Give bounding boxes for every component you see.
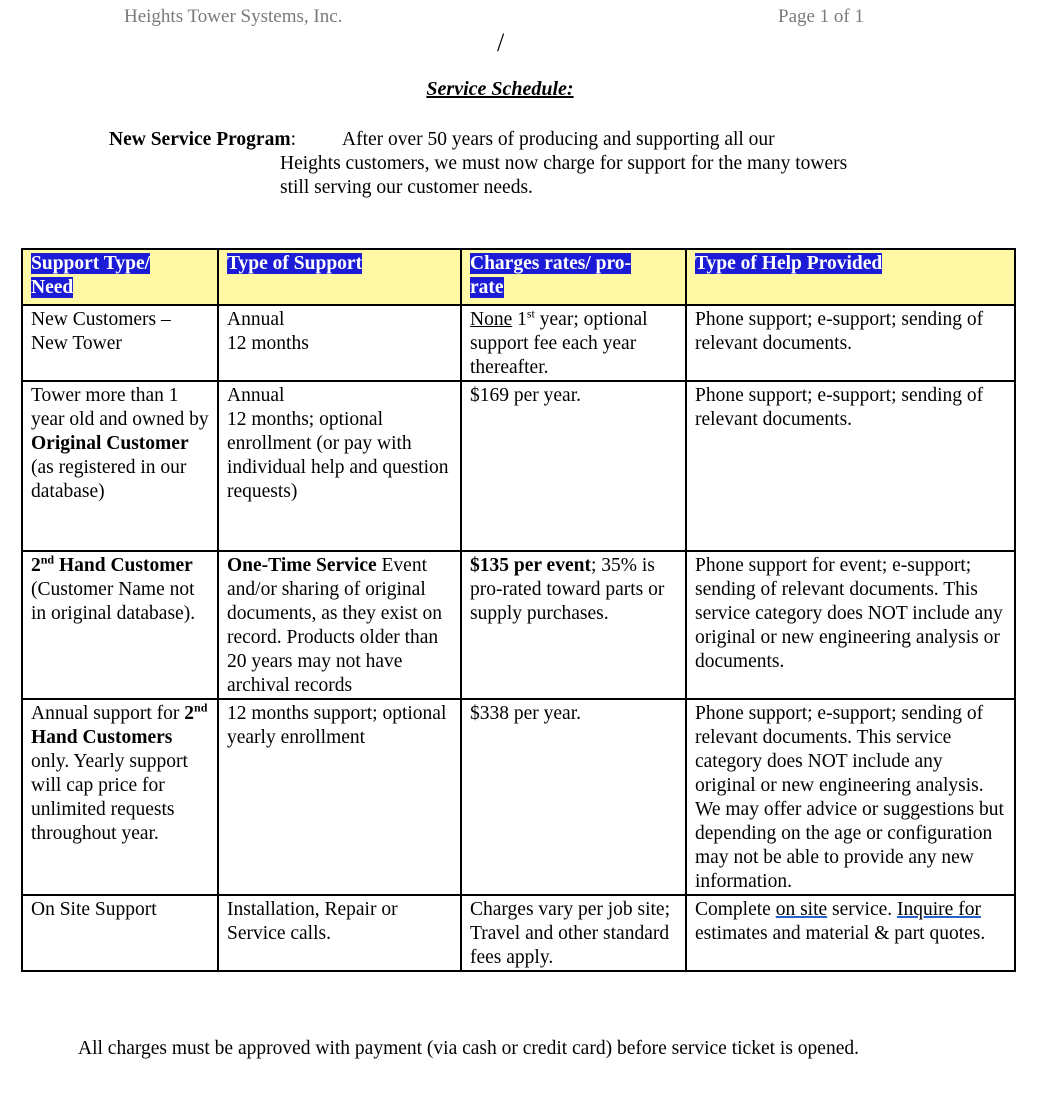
cell-r2-charges: $169 per year. [461,381,686,551]
cell-r4-help: Phone support; e-support; sending of relevant documents. This service category does NOT include any original or new engineering analysis. We may offer advice or suggestions but depending on the age or configuration may not be able to provide any new information. [686,699,1015,895]
cell-r2-text-bold: Original Customer [31,433,189,454]
cell-r1-charges [461,305,686,381]
cell-r2-text-pre: Tower more than 1 year old and owned by [31,385,209,430]
cell-r1-type-line1: Annual [227,309,285,330]
header-support-type [22,249,218,305]
cell-r3-type-text: Event and/or sharing of original documents, as they exist on record. Products older than 20 years may not have archival records [227,555,443,696]
cell-r2-type-line1: Annual [227,385,285,406]
cell-r4-support-type [22,699,218,895]
cell-r5-help-inquire: Inquire for [897,899,981,920]
intro-text-1: After over 50 years of producing and supporting all our [342,129,775,150]
company-name: Heights Tower Systems, Inc. [124,6,343,27]
cell-r1-charges-text: year; optional support fee each year thereafter. [470,309,648,378]
cell-r3-ordinal: 2 [31,555,41,576]
cell-r5-support-type: On Site Support [22,895,218,971]
page-number: Page 1 of 1 [778,6,865,27]
cell-r4-text-bold: Hand Customers [31,727,173,748]
cell-r5-help-a: Complete [695,899,776,920]
cell-r1-none: None [470,309,513,330]
intro-text-3: still serving our customer needs. [280,177,533,198]
intro-text-2: Heights customers, we must now charge for support for the many towers [280,153,848,174]
intro-line-1 [109,128,929,152]
cell-r4-ordinal-suffix: nd [194,700,208,715]
cell-r1-ordinal: 1 [517,309,527,330]
cell-r2-type-line2: 12 months; optional enrollment (or pay with individual help and question requests) [227,409,449,502]
cell-r3-charges-bold: $135 per event [470,555,591,576]
header-help-provided-text: Type of Help Provided [695,253,883,274]
cell-r2-type-of-support [218,381,461,551]
cell-r1-help: Phone support; e-support; sending of relevant documents. [686,305,1015,381]
cell-r3-text-bold: Hand Customer [54,555,193,576]
payment-note: All charges must be approved with payment (via cash or credit card) before service ticket is opened. [78,1038,859,1059]
cell-r3-text-post: (Customer Name not in original database). [31,579,196,624]
cell-r4-type-of-support: 12 months support; optional yearly enrollment [218,699,461,895]
cell-r5-help [686,895,1015,971]
header-support-type-line1: Support Type/ [31,253,151,274]
table-row [22,381,1015,551]
cell-r2-help: Phone support; e-support; sending of relevant documents. [686,381,1015,551]
cell-r5-help-onsite: on site [775,899,828,920]
cell-r1-type-of-support [218,305,461,381]
intro-paragraph [109,128,929,200]
service-schedule-table [21,248,1016,972]
cell-r1-type-line2: 12 months [227,333,309,354]
table-row [22,699,1015,895]
cell-r1-support-type: New Customers – New Tower [22,305,218,381]
table-row [22,551,1015,699]
header-mark: / [497,28,505,57]
header-charges-line1: Charges rates/ pro- [470,253,632,274]
cell-r4-text-post: only. Yearly support will cap price for unlimited requests throughout year. [31,751,188,844]
cell-r3-charges [461,551,686,699]
cell-r5-type-of-support: Installation, Repair or Service calls. [218,895,461,971]
cell-r3-help: Phone support for event; e-support; sending of relevant documents. This service category does NOT include any original or new engineering analysis or documents. [686,551,1015,699]
header-type-of-support-text: Type of Support [227,253,363,274]
table-header-row [22,249,1015,305]
cell-r1-ordinal-suffix: st [526,306,535,321]
cell-r4-ordinal: 2 [184,703,195,724]
cell-r3-ordinal-suffix: nd [40,552,55,567]
header-type-of-support [218,249,461,305]
cell-r3-charges-text: ; 35% is pro-rated toward parts or supply purchases. [470,555,665,624]
intro-colon: : [290,129,296,150]
cell-r5-charges: Charges vary per job site; Travel and other standard fees apply. [461,895,686,971]
header-charges [461,249,686,305]
cell-r2-support-type [22,381,218,551]
header-charges-line2: rate [470,277,504,298]
cell-r2-text-post: (as registered in our database) [31,457,187,502]
table-row [22,305,1015,381]
table-row [22,895,1015,971]
header-help-provided [686,249,1015,305]
cell-r5-help-b: service. [827,899,898,920]
page-title: Service Schedule: [426,78,574,100]
cell-r3-type-bold: One-Time Service [227,555,377,576]
cell-r5-help-c: estimates and material & part quotes. [695,923,986,944]
cell-r3-support-type [22,551,218,699]
header-support-type-line2: Need [31,277,74,298]
cell-r4-text-pre: Annual support for [31,703,185,724]
cell-r3-type-of-support [218,551,461,699]
intro-label: New Service Program [109,129,291,150]
cell-r4-charges: $338 per year. [461,699,686,895]
